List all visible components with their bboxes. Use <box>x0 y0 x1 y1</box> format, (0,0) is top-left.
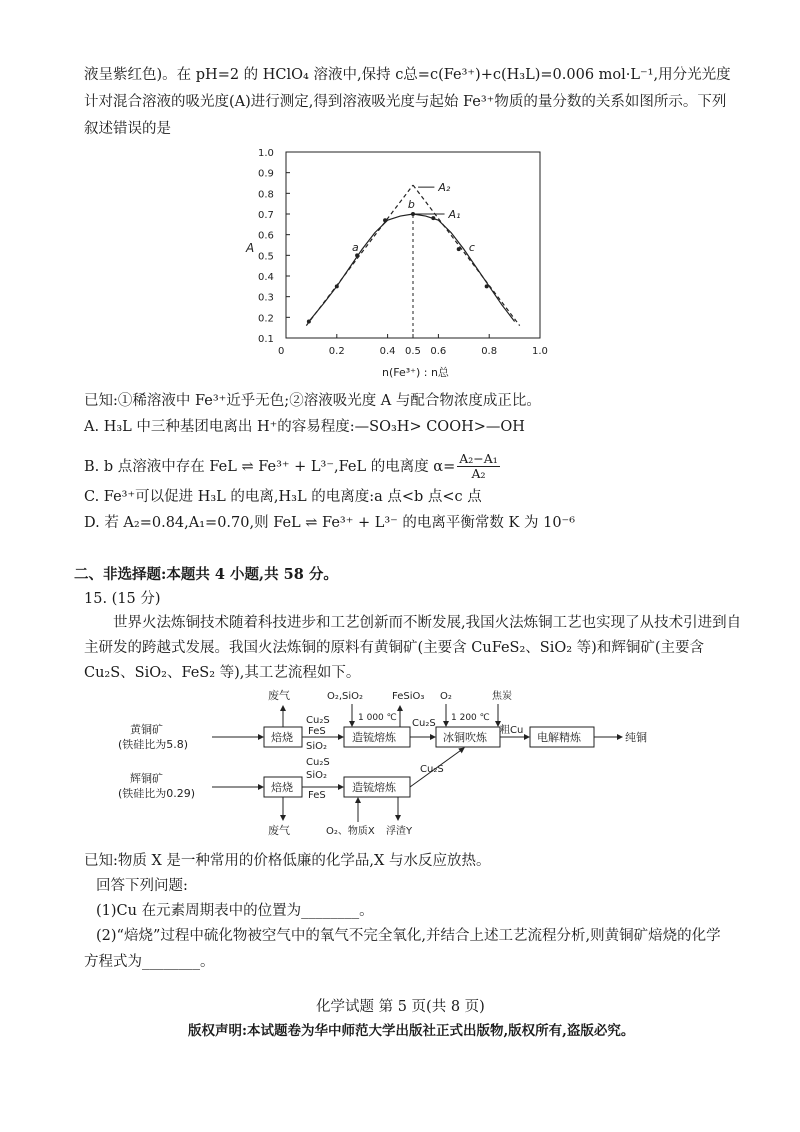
x-tick-label: 1.0 <box>532 346 548 357</box>
annotation-label: A₁ <box>448 208 461 221</box>
ore-chalcocite-ratio: (铁硅比为0.29) <box>118 787 196 800</box>
fraction-denominator: A₂ <box>471 466 486 481</box>
mid-cu2s: Cu₂S <box>412 718 436 729</box>
option-b-fraction <box>457 452 500 481</box>
x-tick-label: 0 <box>278 346 285 357</box>
mid2-cu2s: Cu₂S <box>306 757 330 768</box>
output-fesio3: FeSiO₃ <box>392 691 425 702</box>
x-tick-label: 0.2 <box>328 346 345 357</box>
question-2-line-1: (2)“焙烧”过程中硫化物被空气中的氧气不完全氧化,并结合上述工艺流程分析,则黄铜矿焙烧的化学 <box>96 928 721 944</box>
input-o2-sio2: O₂,SiO₂ <box>327 691 364 702</box>
ore-chalcopyrite: 黄铜矿 <box>130 723 163 736</box>
process-flowchart <box>118 682 700 842</box>
question-15-paragraph: 世界火法炼铜技术随着科技进步和工艺创新而不断发展,我国火法炼铜工艺也实现了从技术引进到自主研发的跨越式发展。我国火法炼铜的原料有黄铜矿(主要含 CuFeS₂、SiO₂ 等)和辉铜矿(主要含 Cu₂S、SiO₂、FeS₂ 等),其工艺流程如下。 <box>84 615 742 681</box>
x-tick-label: 0.5 <box>405 346 421 357</box>
question-1: (1)Cu 在元素周期表中的位置为________。 <box>96 903 374 919</box>
x-tick-label: 0.6 <box>430 346 447 357</box>
y-tick-label: 1.0 <box>258 148 274 159</box>
known-conditions: 已知:①稀溶液中 Fe³⁺近乎无色;②溶液吸光度 A 与配合物浓度成正比。 <box>84 393 541 409</box>
mid2-sio2: SiO₂ <box>306 770 328 781</box>
annotation-label: A₂ <box>438 181 451 195</box>
y-tick-label: 0.8 <box>258 189 274 201</box>
temp-1200: 1 200 ℃ <box>451 713 490 723</box>
y-tick-label: 0.3 <box>258 292 274 304</box>
answer-prompt: 回答下列问题: <box>96 878 188 894</box>
option-d: D. 若 A₂=0.84,A₁=0.70,则 FeL ⇌ Fe³⁺ + L³⁻ 的电离平衡常数 K 为 10⁻⁶ <box>84 515 576 531</box>
input-coke: 焦炭 <box>492 691 512 702</box>
option-b <box>84 452 500 481</box>
y-tick-label: 0.5 <box>258 251 274 263</box>
crude-copper: 粗Cu <box>500 725 524 736</box>
page-number: 化学试题 第 5 页(共 8 页) <box>316 999 485 1015</box>
data-point <box>485 284 489 288</box>
mid1-fes: FeS <box>308 726 326 737</box>
box-roast-1-label: 焙烧 <box>271 731 293 744</box>
y-tick-label: 0.9 <box>258 168 274 180</box>
y-axis-ticks <box>258 148 290 345</box>
data-point <box>335 284 339 288</box>
y-tick-label: 0.2 <box>258 313 274 325</box>
data-point <box>383 218 387 222</box>
point-label-b: b <box>407 197 415 211</box>
ore-chalcocite: 辉铜矿 <box>130 772 163 785</box>
section-heading: 二、非选择题:本题共 4 小题,共 58 分。 <box>74 566 338 583</box>
y-axis-label: A <box>246 241 255 255</box>
y-tick-label: 0.7 <box>258 210 274 221</box>
intro-line-1: 液呈紫红色)。在 pH=2 的 HClO₄ 溶液中,保持 c总=c(Fe³⁺)+c(H₃L)=0.006 mol·L⁻¹,用分光光度 <box>84 67 731 83</box>
box-electrolytic-refining-label: 电解精炼 <box>537 731 581 744</box>
temp-1000: 1 000 ℃ <box>358 713 397 723</box>
point-label-a: a <box>352 241 359 255</box>
copyright-notice: 版权声明:本试题卷为华中师范大学出版社正式出版物,版权所有,盗版必究。 <box>188 1023 635 1039</box>
box-matte-blowing-label: 冰铜吹炼 <box>443 731 487 744</box>
chart-markers <box>307 212 489 323</box>
data-point <box>307 319 311 323</box>
input-o2: O₂ <box>440 691 452 702</box>
series-A2-right <box>413 185 520 326</box>
ore-chalcopyrite-ratio: (铁硅比为5.8) <box>118 738 189 751</box>
question-2-line-2: 方程式为________。 <box>84 954 215 970</box>
slag-y: 浮渣Y <box>386 826 413 837</box>
intro-line-3: 叙述错误的是 <box>84 121 171 137</box>
series-A1 <box>309 214 515 321</box>
data-point <box>431 216 435 220</box>
fraction-numerator: A₂−A₁ <box>459 451 498 466</box>
y-tick-label: 0.1 <box>258 334 274 345</box>
known-substance-x: 已知:物质 X 是一种常用的价格低廉的化学品,X 与水反应放热。 <box>84 853 491 869</box>
option-a: A. H₃L 中三种基团电离出 H⁺的容易程度:—SO₃H> COOH>—OH <box>84 419 525 435</box>
mid1-sio2: SiO₂ <box>306 741 328 752</box>
x-tick-label: 0.4 <box>379 346 396 357</box>
box-matte-smelting-2-label: 造锍熔炼 <box>352 781 396 794</box>
x-tick-label: 0.8 <box>481 346 498 357</box>
option-c: C. Fe³⁺可以促进 H₃L 的电离,H₃L 的电离度:a 点<b 点<c 点 <box>84 489 482 505</box>
input-o2-substance-x: O₂、物质X <box>326 826 375 837</box>
pure-copper: 纯铜 <box>625 731 647 744</box>
y-tick-label: 0.6 <box>258 230 274 242</box>
cu2s-up: Cu₂S <box>420 764 444 775</box>
option-b-text: B. b 点溶液中存在 FeL ⇌ Fe³⁺ + L³⁻,FeL 的电离度 α= <box>84 458 456 475</box>
point-label-c: c <box>468 241 475 255</box>
question-15-number: 15. (15 分) <box>84 591 161 607</box>
mid1-cu2s: Cu₂S <box>306 715 330 726</box>
box-roast-2-label: 焙烧 <box>271 781 293 794</box>
box-matte-smelting-1-label: 造锍熔炼 <box>352 731 396 744</box>
data-point <box>457 247 461 251</box>
x-axis-label: n(Fe³⁺) : n总 <box>382 366 449 379</box>
waste-gas-2: 废气 <box>268 824 290 837</box>
intro-line-2: 计对混合溶液的吸光度(A)进行测定,得到溶液吸光度与起始 Fe³⁺物质的量分数的关系如图所示。下列 <box>84 94 727 110</box>
absorbance-chart <box>230 138 560 383</box>
waste-gas-1: 废气 <box>268 689 290 702</box>
y-tick-label: 0.4 <box>258 272 274 283</box>
mid2-fes: FeS <box>308 790 326 801</box>
